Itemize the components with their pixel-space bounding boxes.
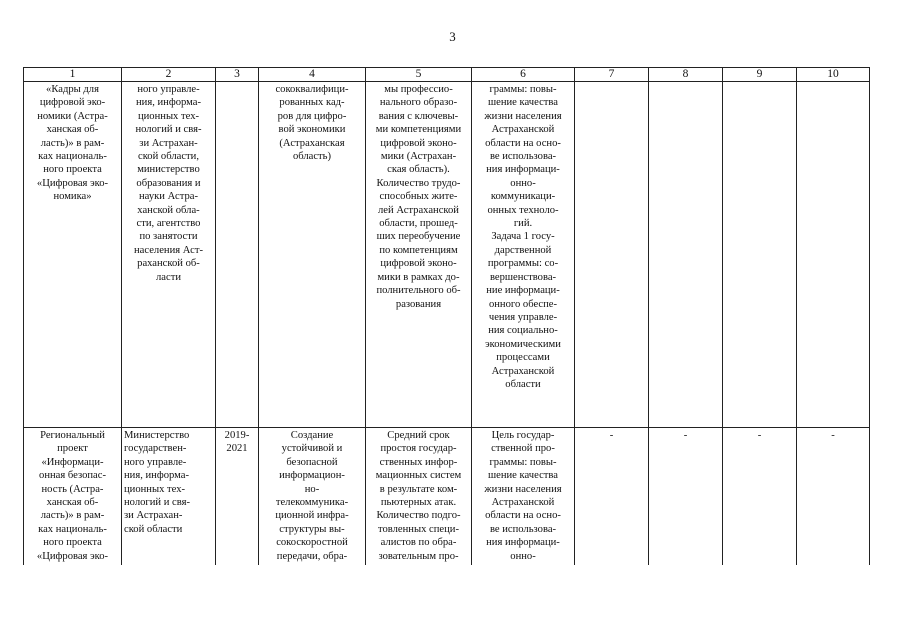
table-cell: Средний срок простоя государ- ственных инфор- мационных систем в результате ком- пьютерных атак. Количество подго- товленных специ- алистов по обра- зовательным про-: [366, 428, 472, 566]
table-cell: [797, 82, 870, 428]
table-cell: -: [723, 428, 797, 566]
column-header: 9: [723, 68, 797, 82]
table-cell: «Кадры для цифровой эко- номики (Астра- ханская об- ласть)» в рам- ках националь- ного проекта «Цифровая эко- номика»: [24, 82, 122, 428]
table-cell: [216, 82, 259, 428]
column-header: 6: [472, 68, 575, 82]
table-cell: [649, 82, 723, 428]
column-header: 7: [575, 68, 649, 82]
table-row: [24, 428, 870, 566]
column-header: 2: [122, 68, 216, 82]
column-header: 8: [649, 68, 723, 82]
table-cell: [575, 82, 649, 428]
plan-table: [23, 67, 870, 565]
column-header: 1: [24, 68, 122, 82]
table-header-row: [24, 68, 870, 82]
column-header: 10: [797, 68, 870, 82]
table-cell: -: [575, 428, 649, 566]
table-cell: граммы: повы- шение качества жизни населения Астраханской области на осно- ве использова- ния информаци- онно- коммуникаци- онных техноло- гий. Задача 1 госу- дарственной программы: со- вершенствова- ние информаци- онного обеспе- чения управле- ния социально- экономическими процессами Астраханской области: [472, 82, 575, 428]
table-cell: -: [797, 428, 870, 566]
table-cell: мы профессио- нального образо- вания с ключевы- ми компетенциями цифровой эконо- мики (Астрахан- ская область). Количество трудо- способных жите- лей Астраханской области, прошед- ших переобучение по компетенциям цифровой эконо- мики в рамках до- полнительного об- разования: [366, 82, 472, 428]
column-header: 5: [366, 68, 472, 82]
table-row: [24, 82, 870, 428]
table-cell: Цель государ- ственной про- граммы: повы- шение качества жизни населения Астраханской области на осно- ве использова- ния информаци- онно-: [472, 428, 575, 566]
table-cell: ного управле- ния, информа- ционных тех- нологий и свя- зи Астрахан- ской области, министерство образования и науки Астра- ханской обла- сти, агентство по занятости населения Аст- раханской об- ласти: [122, 82, 216, 428]
table-cell: Министерство государствен- ного управле- ния, информа- ционных тех- нологий и свя- зи Астрахан- ской области: [122, 428, 216, 566]
table-cell: 2019- 2021: [216, 428, 259, 566]
table-cell: [723, 82, 797, 428]
table-cell: Региональный проект «Информаци- онная безопас- ность (Астра- ханская об- ласть)» в рам- ках националь- ного проекта «Цифровая эко-: [24, 428, 122, 566]
column-header: 3: [216, 68, 259, 82]
table-cell: -: [649, 428, 723, 566]
table-cell: Создание устойчивой и безопасной информацион- но- телекоммуника- ционной инфра- структуры вы- сокоскоростной передачи, обра-: [259, 428, 366, 566]
page-number: 3: [449, 29, 456, 44]
column-header: 4: [259, 68, 366, 82]
table-cell: сококвалифици- рованных кад- ров для цифро- вой экономики (Астраханская область): [259, 82, 366, 428]
